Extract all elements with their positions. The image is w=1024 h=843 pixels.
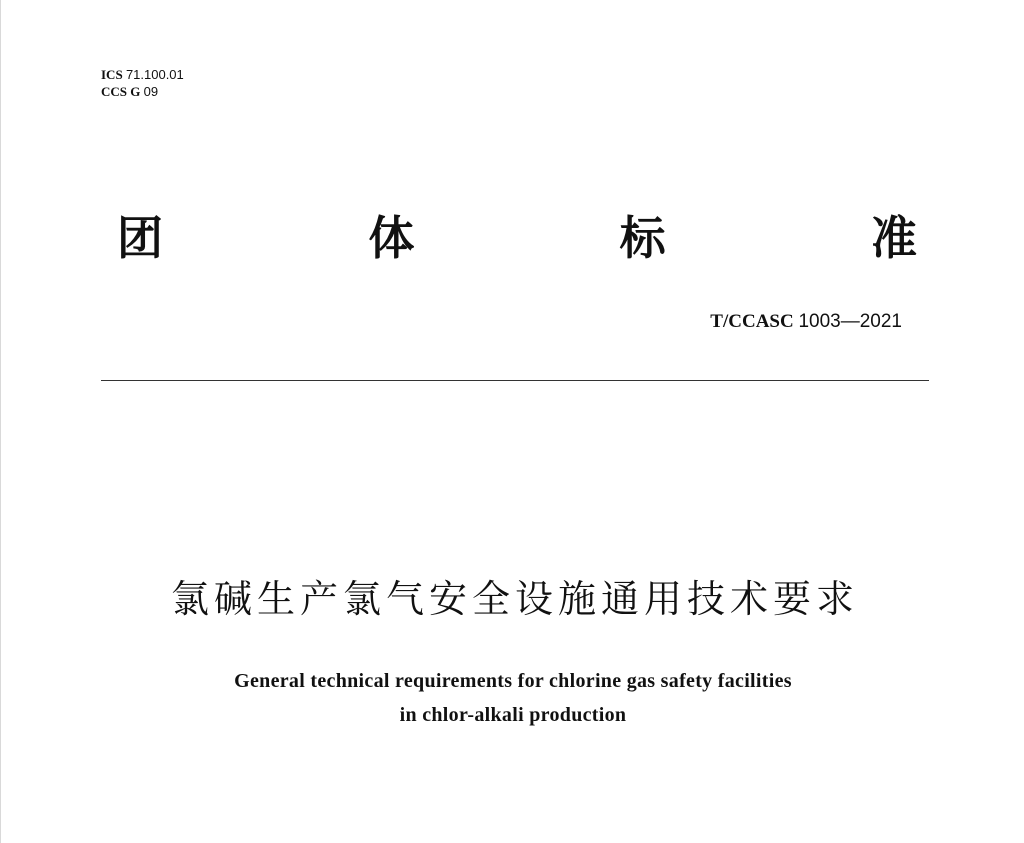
- standard-type-char: 标: [619, 211, 666, 265]
- chinese-title: 氯碱生产氯气安全设施通用技术要求: [170, 577, 859, 621]
- header-divider: [101, 380, 929, 381]
- english-title-line-2: in chlor-alkali production: [399, 704, 627, 726]
- standard-type-char: 体: [368, 211, 415, 265]
- ccs-label: CCS: [101, 84, 128, 99]
- ics-code: [101, 66, 184, 83]
- standard-prefix: T/CCASC: [710, 311, 794, 332]
- english-title: [1, 664, 1024, 732]
- ccs-code: [101, 83, 184, 100]
- ccs-value: 09: [143, 84, 159, 99]
- standard-number: [710, 310, 902, 334]
- standard-type-heading: [117, 208, 917, 268]
- ics-value: 71.100.01: [125, 67, 184, 82]
- classification-codes: [101, 66, 184, 100]
- standard-type-char: 团: [117, 211, 163, 265]
- ics-label: ICS: [101, 67, 123, 82]
- standard-number-value: 1003—2021: [798, 311, 902, 332]
- ccs-class: G: [130, 84, 141, 99]
- standard-type-char: 准: [870, 211, 917, 265]
- english-title-line-1: General technical requirements for chlorine gas safety facilities: [234, 670, 792, 692]
